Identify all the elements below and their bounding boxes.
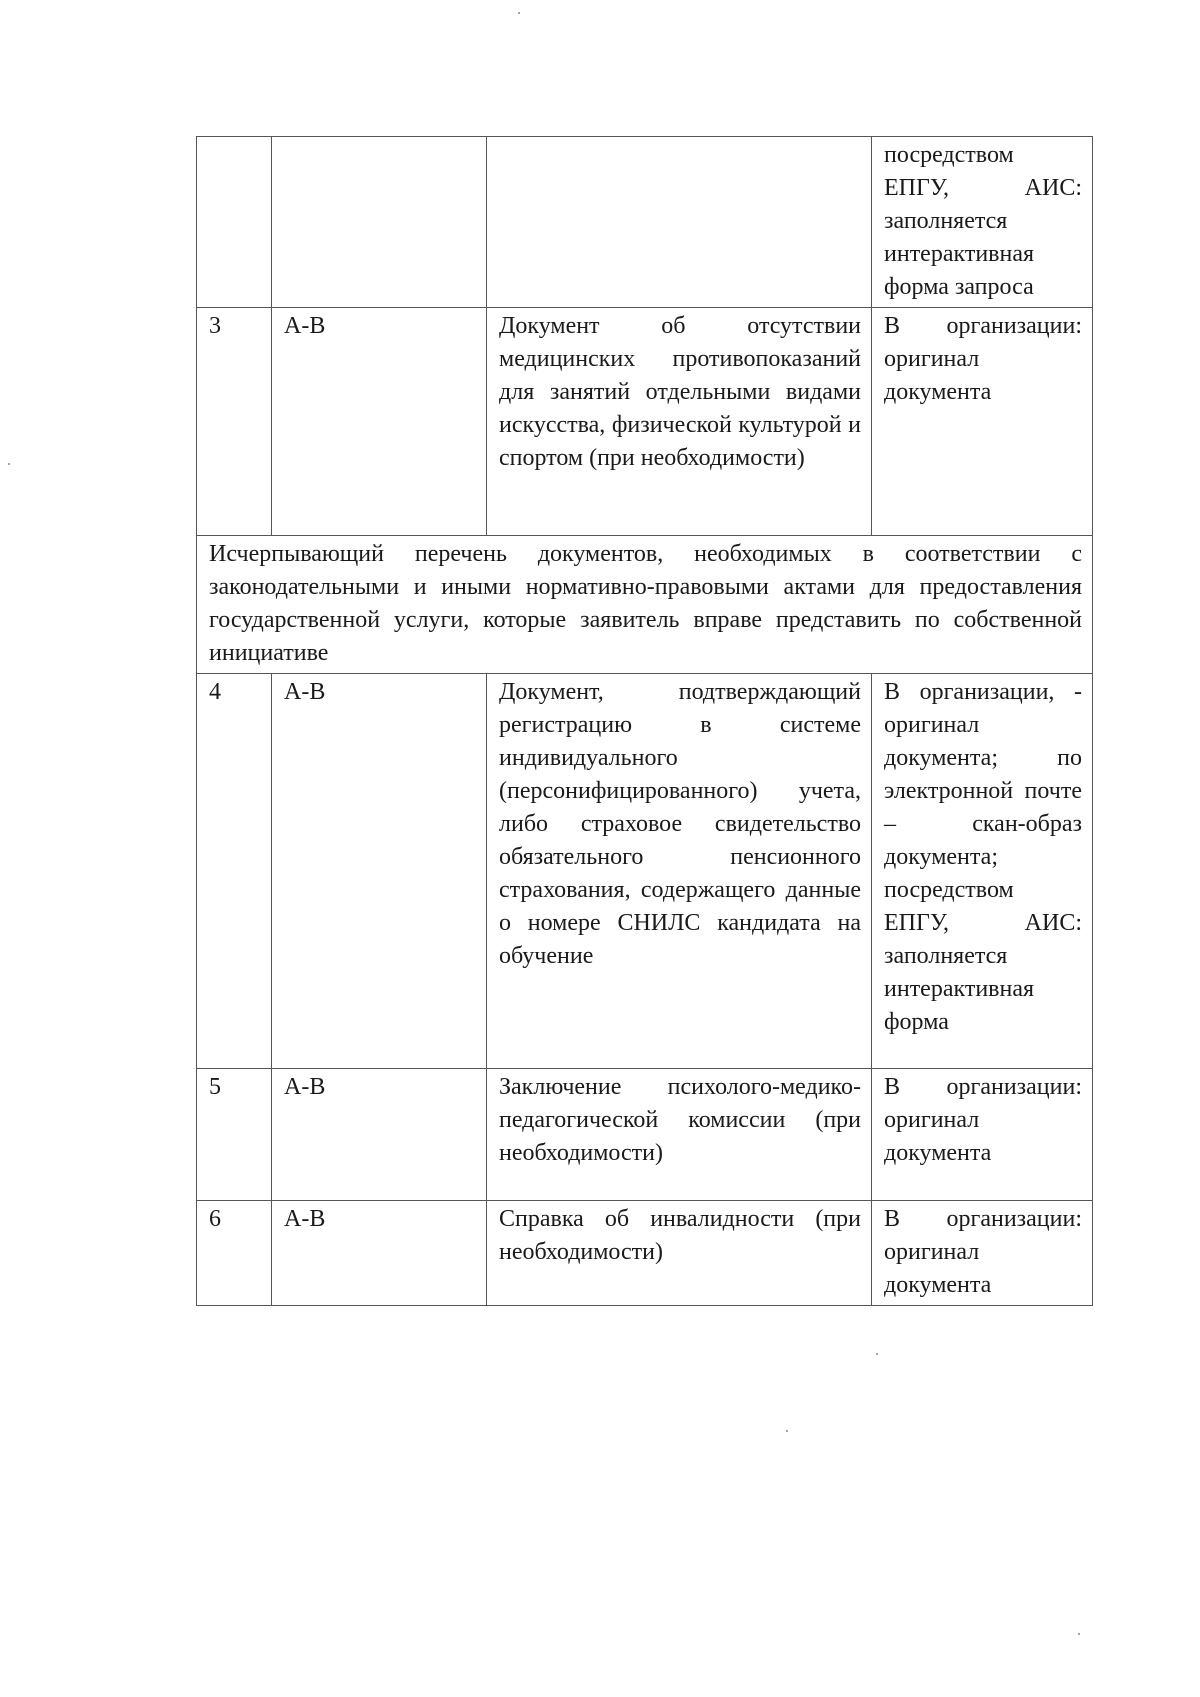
applicant-category-cell: А-В	[272, 1069, 487, 1201]
document-name-cell: Документ, подтверждающий регистрацию в системе индивидуального (персонифицированного) учета, либо страховое свидетельство обязательного пенсионного страхования, содержащего данные о номере СНИЛС кандидата на обучение	[487, 674, 872, 1069]
scan-speck	[876, 1353, 878, 1355]
applicant-category-cell: А-В	[272, 674, 487, 1069]
submission-method-cell: В организации: оригинал документа	[872, 308, 1093, 536]
section-heading-row	[197, 536, 1093, 674]
table-row	[197, 137, 1093, 308]
submission-method-cell: В организации: оригинал документа	[872, 1069, 1093, 1201]
scan-speck	[786, 1430, 788, 1432]
documents-table	[196, 136, 1093, 1306]
document-name-cell: Заключение психолого-медико-педагогической комиссии (при необходимости)	[487, 1069, 872, 1201]
table-row	[197, 1069, 1093, 1201]
applicant-category-cell	[272, 137, 487, 308]
table-row	[197, 308, 1093, 536]
applicant-category-cell: А-В	[272, 308, 487, 536]
section-heading-cell: Исчерпывающий перечень документов, необходимых в соответствии с законодательными и иными нормативно-правовыми актами для предоставления государственной услуги, которые заявитель вправе представить по собственной инициативе	[197, 536, 1093, 674]
document-name-cell	[487, 137, 872, 308]
row-number-cell: 6	[197, 1201, 272, 1306]
table-row	[197, 674, 1093, 1069]
row-number-cell: 4	[197, 674, 272, 1069]
document-name-cell: Документ об отсутствии медицинских противопоказаний для занятий отдельными видами искусства, физической культурой и спортом (при необходимости)	[487, 308, 872, 536]
row-number-cell: 5	[197, 1069, 272, 1201]
row-number-cell: 3	[197, 308, 272, 536]
submission-method-cell: посредством ЕПГУ, АИС: заполняется интерактивная форма запроса	[872, 137, 1093, 308]
submission-method-cell: В организации: оригинал документа	[872, 1201, 1093, 1306]
scan-speck	[8, 463, 10, 465]
table-row	[197, 1201, 1093, 1306]
applicant-category-cell: А-В	[272, 1201, 487, 1306]
document-name-cell: Справка об инвалидности (при необходимости)	[487, 1201, 872, 1306]
row-number-cell	[197, 137, 272, 308]
scan-speck	[1078, 1633, 1080, 1635]
scan-speck	[518, 12, 520, 14]
submission-method-cell: В организации, - оригинал документа; по электронной почте – скан-образ документа; посредством ЕПГУ, АИС: заполняется интерактивная форма	[872, 674, 1093, 1069]
